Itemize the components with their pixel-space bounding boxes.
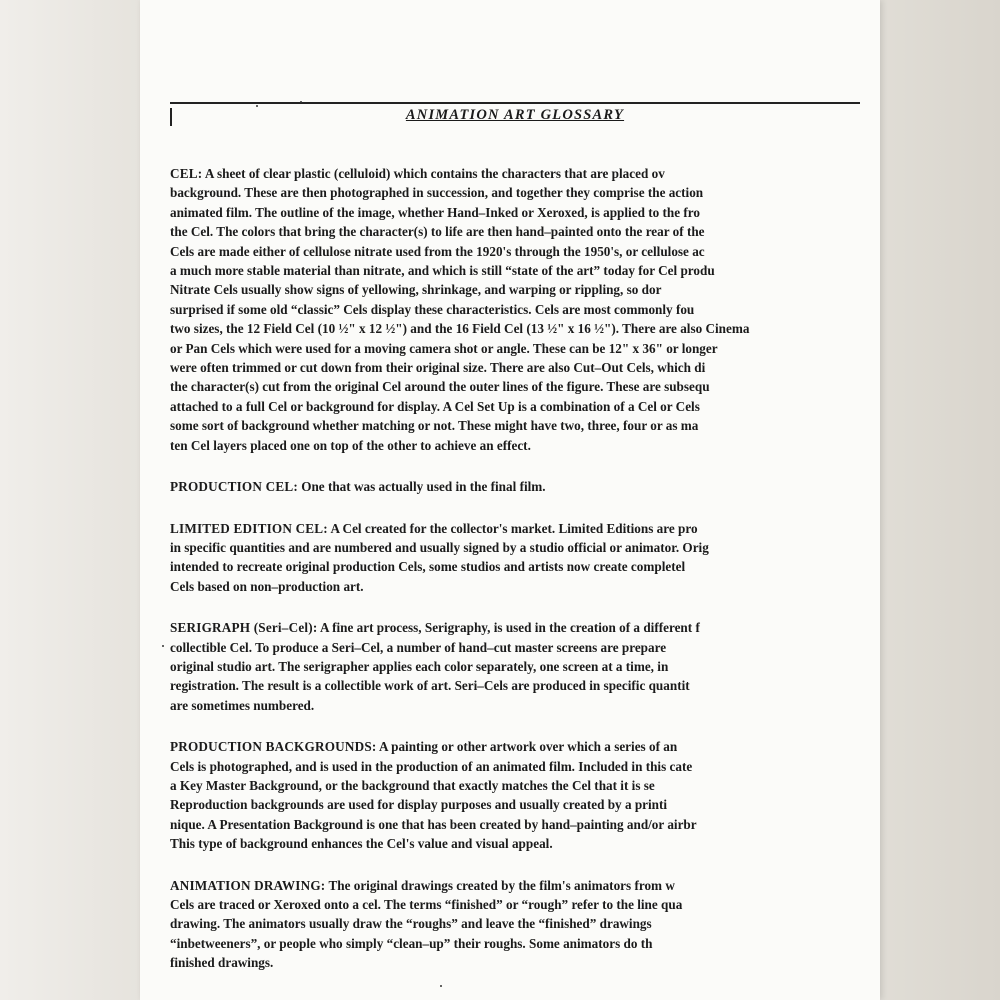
entry-line: a much more stable material than nitrate, and which is still “state of the art” today for Cel produ xyxy=(170,263,715,279)
entry-line: collectible Cel. To produce a Seri–Cel, a number of hand–cut master screens are prepare xyxy=(170,639,667,655)
glossary-title: ANIMATION ART GLOSSARY xyxy=(405,107,625,123)
entry-line: nique. A Presentation Background is one that has been created by hand–painting and/or airbr xyxy=(170,816,697,832)
entry-line: some sort of background whether matching or not. These might have two, three, four or as ma xyxy=(170,418,699,434)
speck-mark xyxy=(162,645,164,647)
entry-line: animated film. The outline of the image, whether Hand–Inked or Xeroxed, is applied to the fro xyxy=(170,204,700,220)
entry-text: One that was actually used in the final film. xyxy=(297,479,546,495)
entry-term: PRODUCTION BACKGROUNDS: xyxy=(170,739,377,755)
entry-line: are sometimes numbered. xyxy=(170,697,315,713)
glossary-entry xyxy=(170,477,880,496)
entry-line: surprised if some old “classic” Cels display these characteristics. Cels are most commonly fou xyxy=(170,301,695,317)
entry-line xyxy=(170,876,880,895)
entry-line xyxy=(170,618,880,637)
entry-line: in specific quantities and are numbered and usually signed by a studio official or animator. Orig xyxy=(170,539,709,555)
entry-line: ten Cel layers placed one on top of the other to achieve an effect. xyxy=(170,437,531,453)
entry-line: the Cel. The colors that bring the character(s) to life are then hand–painted onto the rear of the xyxy=(170,224,705,240)
entry-line xyxy=(170,737,880,756)
entry-text: A fine art process, Serigraphy, is used in the creation of a different f xyxy=(317,620,700,636)
speck-mark xyxy=(300,101,302,103)
entry-text: A Cel created for the collector's market. Limited Editions are pro xyxy=(327,520,698,536)
entry-line: finished drawings. xyxy=(170,955,274,971)
entry-line: Cels based on non–production art. xyxy=(170,578,364,594)
entry-line: two sizes, the 12 Field Cel (10 ½" x 12 ½") and the 16 Field Cel (13 ½" x 16 ½"). There are also Cinema xyxy=(170,321,750,337)
entry-line: Cels are traced or Xeroxed onto a cel. The terms “finished” or “rough” refer to the line qua xyxy=(170,897,683,912)
entry-line: “inbetweeners”, or people who simply “clean–up” their roughs. Some animators do th xyxy=(170,935,653,951)
glossary-entry xyxy=(170,876,880,973)
speck-mark xyxy=(440,985,442,987)
entry-line: background. These are then photographed in succession, and together they comprise the action xyxy=(170,185,704,201)
speck-mark xyxy=(256,105,258,107)
background-surface-left xyxy=(0,0,140,1000)
entry-line xyxy=(170,519,880,538)
entry-line: This type of background enhances the Cel's value and visual appeal. xyxy=(170,836,553,852)
entry-line: or Pan Cels which were used for a moving camera shot or angle. These can be 12" x 36" or longer xyxy=(170,340,718,356)
entry-line xyxy=(170,477,880,496)
entry-term: ANIMATION DRAWING: xyxy=(170,877,326,893)
entry-line: Reproduction backgrounds are used for display purposes and usually created by a printi xyxy=(170,797,668,813)
entry-line: drawing. The animators usually draw the “roughs” and leave the “finished” drawings xyxy=(170,916,652,932)
glossary-sheet xyxy=(140,0,880,1000)
entry-text: A sheet of clear plastic (celluloid) which contains the characters that are placed ov xyxy=(202,166,665,181)
entry-line: Cels is photographed, and is used in the production of an animated film. Included in this cate xyxy=(170,758,693,774)
title-bar xyxy=(170,102,860,126)
glossary-entry xyxy=(170,737,880,853)
entry-text: A painting or other artwork over which a series of an xyxy=(376,739,678,755)
entry-line: registration. The result is a collectible work of art. Seri–Cels are produced in specific quantit xyxy=(170,678,690,694)
entry-line: the character(s) cut from the original Cel around the outer lines of the figure. These are subsequ xyxy=(170,379,710,395)
entry-line: original studio art. The serigrapher applies each color separately, one screen at a time, in xyxy=(170,658,669,674)
glossary-page xyxy=(170,102,880,995)
entry-term: PRODUCTION CEL: xyxy=(170,479,298,495)
entry-line: Cels are made either of cellulose nitrate used from the 1920's through the 1950's, or cellulose ac xyxy=(170,243,705,259)
glossary-entry xyxy=(170,164,880,455)
glossary-body xyxy=(170,164,880,973)
entry-line: attached to a full Cel or background for display. A Cel Set Up is a combination of a Cel or Cels xyxy=(170,398,700,414)
entry-line xyxy=(170,164,880,183)
entry-text: The original drawings created by the film's animators from w xyxy=(325,877,675,893)
glossary-entry xyxy=(170,519,880,597)
entry-line: intended to recreate original production Cels, some studios and artists now create completel xyxy=(170,559,686,575)
entry-term: LIMITED EDITION CEL: xyxy=(170,520,328,536)
entry-term: SERIGRAPH (Seri–Cel): xyxy=(170,620,318,636)
entry-line: a Key Master Background, or the background that exactly matches the Cel that it is se xyxy=(170,777,655,793)
glossary-entry xyxy=(170,618,880,715)
entry-term: CEL: xyxy=(170,166,203,181)
entry-line: were often trimmed or cut down from their original size. There are also Cut–Out Cels, which di xyxy=(170,360,706,376)
entry-line: Nitrate Cels usually show signs of yellowing, shrinkage, and warping or rippling, so dor xyxy=(170,282,662,298)
